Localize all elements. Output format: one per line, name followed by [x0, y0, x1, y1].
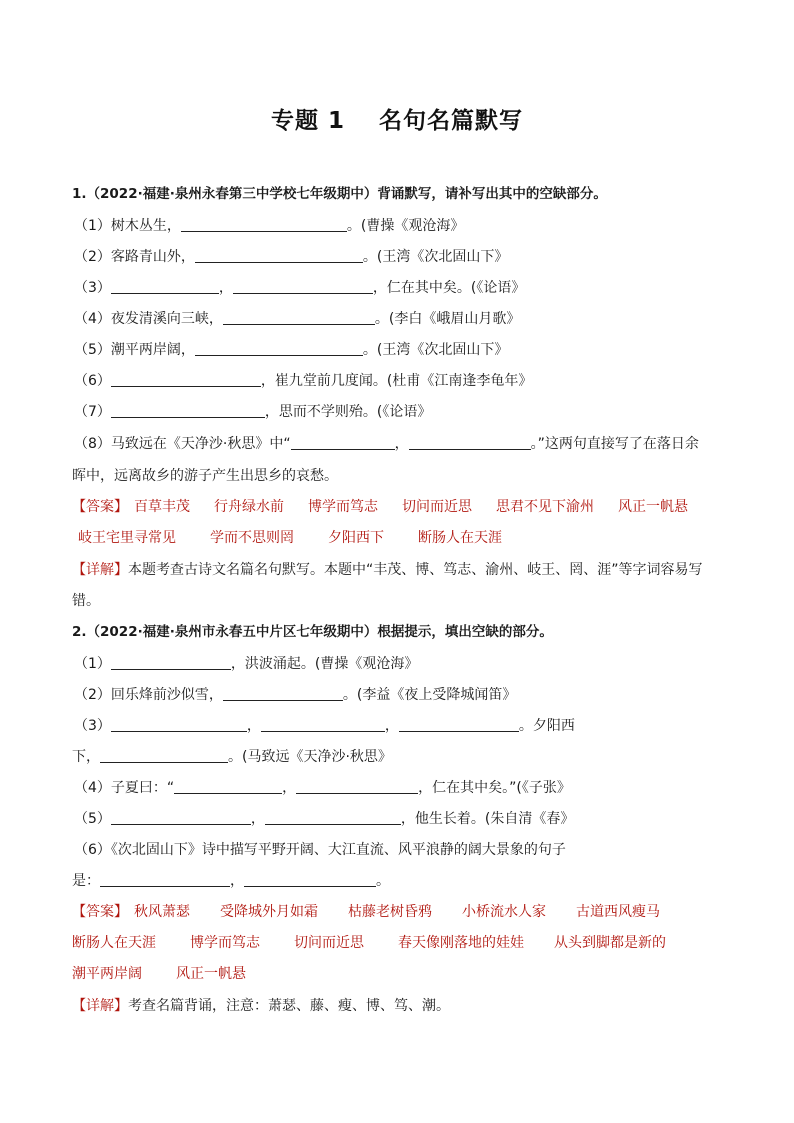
- q2-answer-row3: 潮平两岸阔 风正一帆悬: [72, 966, 246, 982]
- q1-item-5: （5）潮平两岸阔， 。(王湾《次北固山下》: [74, 342, 509, 358]
- detail-tag: 【详解】: [72, 998, 128, 1014]
- blank: [111, 717, 247, 732]
- q1-item-3: （3） ， ，仁在其中矣。(《论语》: [74, 280, 526, 296]
- blank: [409, 435, 531, 450]
- blank: [195, 341, 363, 356]
- blank: [174, 779, 282, 794]
- page-title: [0, 102, 794, 135]
- blank: [296, 779, 418, 794]
- q2-answer-row2: 断肠人在天涯 博学而笃志 切问而近思 春天像刚落地的娃娃 从头到脚都是新的: [72, 935, 666, 951]
- blank: [223, 686, 343, 701]
- q2-detail: 【详解】考查名篇背诵，注意：萧瑟、藤、瘦、博、笃、潮。: [72, 998, 450, 1014]
- detail-tag: 【详解】: [72, 562, 128, 578]
- blank: [100, 748, 228, 763]
- blank: [181, 217, 347, 232]
- blank: [195, 248, 363, 263]
- blank: [244, 872, 376, 887]
- q2-item-6: （6）《次北固山下》诗中描写平野开阔、大江直流、风平浪静的阔大景象的句子: [74, 842, 566, 858]
- q1-item-6: （6） ，崔九堂前几度闻。(杜甫《江南逢李龟年》: [74, 373, 533, 389]
- blank: [399, 717, 519, 732]
- q2-item-6-cont: 是： ， 。: [72, 873, 390, 889]
- q1-head: 1.（2022·福建·泉州永春第三中学校七年级期中）背诵默写，请补写出其中的空缺部分。: [72, 186, 607, 202]
- q2-answer-row1: 【答案】 秋风萧瑟 受降城外月如霜 枯藤老树昏鸦 小桥流水人家 古道西风瘦马: [72, 904, 660, 920]
- blank: [223, 310, 375, 325]
- q1-answer-row1: 【答案】 百草丰茂 行舟绿水前 博学而笃志 切问而近思 思君不见下渝州 风正一帆悬: [72, 499, 688, 515]
- blank: [233, 279, 373, 294]
- blank: [291, 435, 395, 450]
- q1-item-8-cont: 晖中，远离故乡的游子产生出思乡的哀愁。: [72, 468, 338, 484]
- blank: [111, 810, 251, 825]
- q1-item-7: （7） ，思而不学则殆。(《论语》: [74, 404, 432, 420]
- q1-item-1: （1）树木丛生， 。(曹操《观沧海》: [74, 218, 465, 234]
- title-part2: 名句名篇默写: [379, 108, 523, 134]
- blank: [100, 872, 230, 887]
- q1-answer-row2: 岐王宅里寻常见 学而不思则罔 夕阳西下 断肠人在天涯: [78, 530, 502, 546]
- q2-item-3: （3） ， ， 。夕阳西: [74, 718, 575, 734]
- q1-item-2: （2）客路青山外， 。(王湾《次北固山下》: [74, 249, 509, 265]
- q2-item-2: （2）回乐烽前沙似雪， 。(李益《夜上受降城闻笛》: [74, 687, 517, 703]
- q2-item-5: （5） ， ，他生长着。(朱自清《春》: [74, 811, 575, 827]
- q1-item-4: （4）夜发清溪向三峡， 。(李白《峨眉山月歌》: [74, 311, 521, 327]
- blank: [111, 655, 231, 670]
- q1-item-8: （8）马致远在《天净沙·秋思》中“ ， 。”这两句直接写了在落日余: [74, 436, 699, 452]
- blank: [111, 403, 265, 418]
- blank: [111, 279, 219, 294]
- q2-item-1: （1） ，洪波涌起。(曹操《观沧海》: [74, 656, 419, 672]
- title-part1: 专题 1: [270, 108, 345, 134]
- blank: [265, 810, 401, 825]
- q2-item-4: （4）子夏曰：“ ， ，仁在其中矣。”(《子张》: [74, 780, 571, 796]
- answer-tag: 【答案】: [72, 499, 128, 515]
- answer-tag: 【答案】: [72, 904, 128, 920]
- q1-detail: 【详解】本题考查古诗文名篇名句默写。本题中“丰茂、博、笃志、渝州、岐王、罔、涯”等字词容易写: [72, 562, 703, 578]
- q1-detail-cont: 错。: [72, 593, 100, 609]
- q2-item-3-cont: 下， 。(马致远《天净沙·秋思》: [72, 749, 392, 765]
- q2-head: 2.（2022·福建·泉州市永春五中片区七年级期中）根据提示，填出空缺的部分。: [72, 624, 553, 640]
- blank: [111, 372, 261, 387]
- blank: [261, 717, 385, 732]
